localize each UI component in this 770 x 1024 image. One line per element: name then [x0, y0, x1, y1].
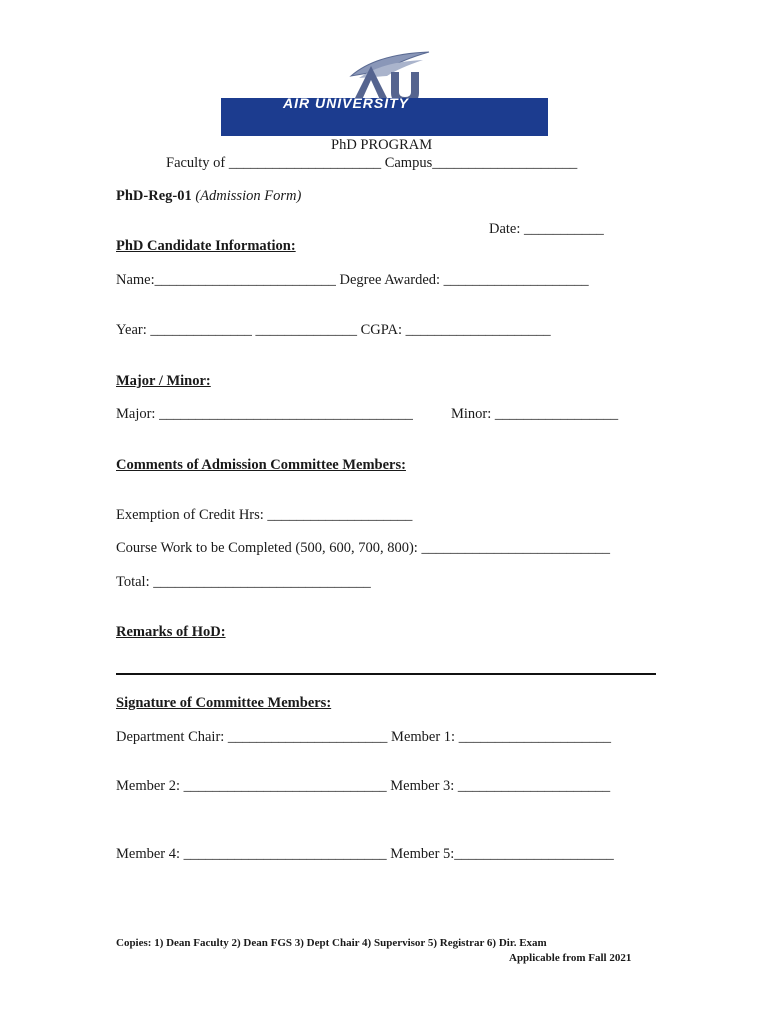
candidate-info-heading: PhD Candidate Information:	[116, 238, 296, 254]
member4-member5-line: Member 4: ____________________________ Member 5:______________________	[116, 846, 614, 862]
total-field: Total: ______________________________	[116, 574, 371, 590]
signature-heading: Signature of Committee Members:	[116, 695, 332, 711]
program-title: PhD PROGRAM	[331, 137, 433, 153]
dept-chair-member1-line: Department Chair: ______________________ Member 1: _____________________	[116, 729, 611, 745]
copies-line: Copies: 1) Dean Faculty 2) Dean FGS 3) Dept Chair 4) Supervisor 5) Registrar 6) Dir. Exam	[116, 937, 547, 949]
faculty-campus-line: Faculty of _____________________ Campus____________________	[166, 155, 578, 171]
remarks-heading: Remarks of HoD:	[116, 624, 226, 640]
exemption-field: Exemption of Credit Hrs: ____________________	[116, 507, 413, 523]
remarks-divider	[116, 673, 656, 675]
form-code: PhD-Reg-01	[116, 188, 192, 204]
logo-text: AIR UNIVERSITY	[283, 95, 410, 111]
minor-field: Minor: _________________	[451, 406, 619, 422]
name-degree-line: Name:_________________________ Degree Awarded: ____________________	[116, 272, 589, 288]
major-minor-heading: Major / Minor:	[116, 373, 211, 389]
date-field: Date: ___________	[489, 221, 604, 237]
major-field: Major: ___________________________________	[116, 406, 413, 422]
university-logo	[221, 48, 548, 136]
applicable-line: Applicable from Fall 2021	[509, 952, 632, 964]
member2-member3-line: Member 2: ____________________________ Member 3: _____________________	[116, 778, 611, 794]
form-subtitle: (Admission Form)	[195, 188, 302, 204]
committee-comments-heading: Comments of Admission Committee Members:	[116, 457, 406, 473]
course-work-field: Course Work to be Completed (500, 600, 700, 800): __________________________	[116, 540, 610, 556]
form-code-line	[116, 187, 301, 205]
year-cgpa-line: Year: ______________ ______________ CGPA: ____________________	[116, 322, 551, 338]
